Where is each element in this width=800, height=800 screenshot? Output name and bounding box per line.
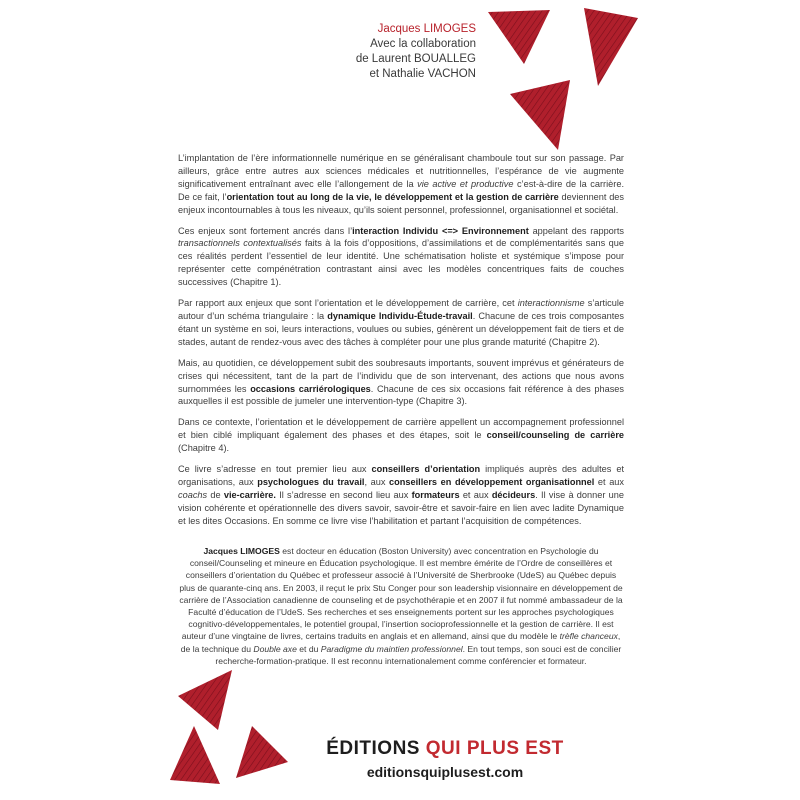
collaborator-2: et Nathalie VACHON [369,68,476,80]
paragraph-1: L’implantation de l’ère informationnelle numérique en se généralisant chamboule tout sur son passage. Par ailleurs, grâce entre autres aux sciences médicales et nutritionnelles, l’espérance de vie augmente significativement entraînant avec elle l’allongement de la vie active et productive c’est-à-dire de la carrière. De ce fait, l’orientation tout au long de la vie, le développement et la gestion de carrière deviennent des enjeux incontournables à tous les niveaux, qu’ils soient personnel, professionnel, organisationnel et sociétal. [178,153,625,215]
triangle-logo-icon [506,76,576,154]
triangle-logo-icon [580,4,642,90]
credits-block [300,22,476,82]
paragraph-5: Dans ce contexte, l’orientation et le développement de carrière appellent un accompagnement professionnel et bien ciblé impliquant également des phases et des étapes, soit le conseil/counseling de carrière (Chapitre 4). [178,417,625,454]
paragraph-2: Ces enjeux sont fortement ancrés dans l’interaction Individu <=> Environnement appelant des rapports transactionnels contextualisés faits à la fois d’oppositions, d’assimilations et de complémentarités sans que ces réalités perdent l’essentiel de leur identité. Une schématisation holiste et systémique s’impose pour représenter cette compénétration contrastant ainsi avec les modèles concentriques faits de couches successives (Chapitre 1). [178,225,624,288]
collaboration-line: Avec la collaboration [370,38,476,50]
paragraph-3: Par rapport aux enjeux que sont l’orientation et le développement de carrière, cet interactionnisme s’articule autour d’un schéma triangulaire : la dynamique Individu-Étude-travail. Chacune de ces trois composantes étant un système en soi, leurs interactions, voulues ou subies, génèrent un développement fait de tiers et de stades, autant de rendez-vous avec des tâches à compléter pour une plus grande maturité (Chapitre 2). [178,298,624,347]
publisher-name: ÉDITIONS QUI PLUS EST [326,738,564,759]
triangle-logo-icon [484,6,554,68]
publisher-website: editionsquiplusest.com [366,764,524,780]
paragraph-6: Ce livre s’adresse en tout premier lieu aux conseillers d’orientation impliqués auprès des adultes et organisations, aux psychologues du travail, aux conseillers en développement organisationnel et aux coachs de vie-carrière. Il s’adresse en second lieu aux formateurs et aux décideurs. Il vise à donner une vision cohérente et opérationnelle des divers savoir, savoir-être et savoir-faire en lien avec ladite Dynamique et les dites Occasions. En somme ce livre vise l’habilitation et partant l’acquisition de compétences. [178,464,625,526]
publisher-block [300,738,590,780]
back-cover-description [178,152,624,536]
bio-author-name: Jacques LIMOGES [203,546,280,556]
paragraph-4: Mais, au quotidien, ce développement subit des soubresauts importants, souvent imprévus et générateurs de crises qui nécessitent, tant de la part de l’individu que de son intervenant, des actions que nous avons surnommées les occasions carriérologiques. Chacune de ces six occasions fait référence à des phases auxquelles il est possible de jumeler une intervention-type (Chapitre 3). [178,357,625,407]
triangle-logo-icon [166,722,224,788]
author-bio: Jacques LIMOGES est docteur en éducation (Boston University) avec concentration en Psychologie du conseil/Counseling et mineure en Éducation psychologique. Il est membre émérite de l’Ordre de conseillères et conseillers d’orientation du Québec et professeur associé à l’Université de Sherbrooke (UdeS) au Québec depuis plus de quarante-cinq ans. En 2003, il reçut le prix Stu Conger pour son leadership visionnaire en développement de carrière de l’Association canadienne de counseling et de psychothérapie et en 2007 il fut nommé ambassadeur de la Faculté d’éducation de l’UdeS. Ses recherches et ses enseignements portent sur les approches psychologiques cognitivo-développementales, le potentiel groupal, l’insertion socioprofessionnelle et la gestion de carrière. Il est auteur d’une vingtaine de livres, certains traduits en anglais et en allemand, ainsi que du modèle le trèfle chanceux, de la technique du Double axe et du Paradigme du maintien professionnel. En tout temps, son souci est de concilier recherche-formation-pratique. Il est reconnu internationalement comme conférencier et formateur. [179,546,623,666]
collaborator-1: de Laurent BOUALLEG [355,53,476,65]
author-name: Jacques LIMOGES [377,23,476,35]
triangle-logo-icon [232,722,292,782]
